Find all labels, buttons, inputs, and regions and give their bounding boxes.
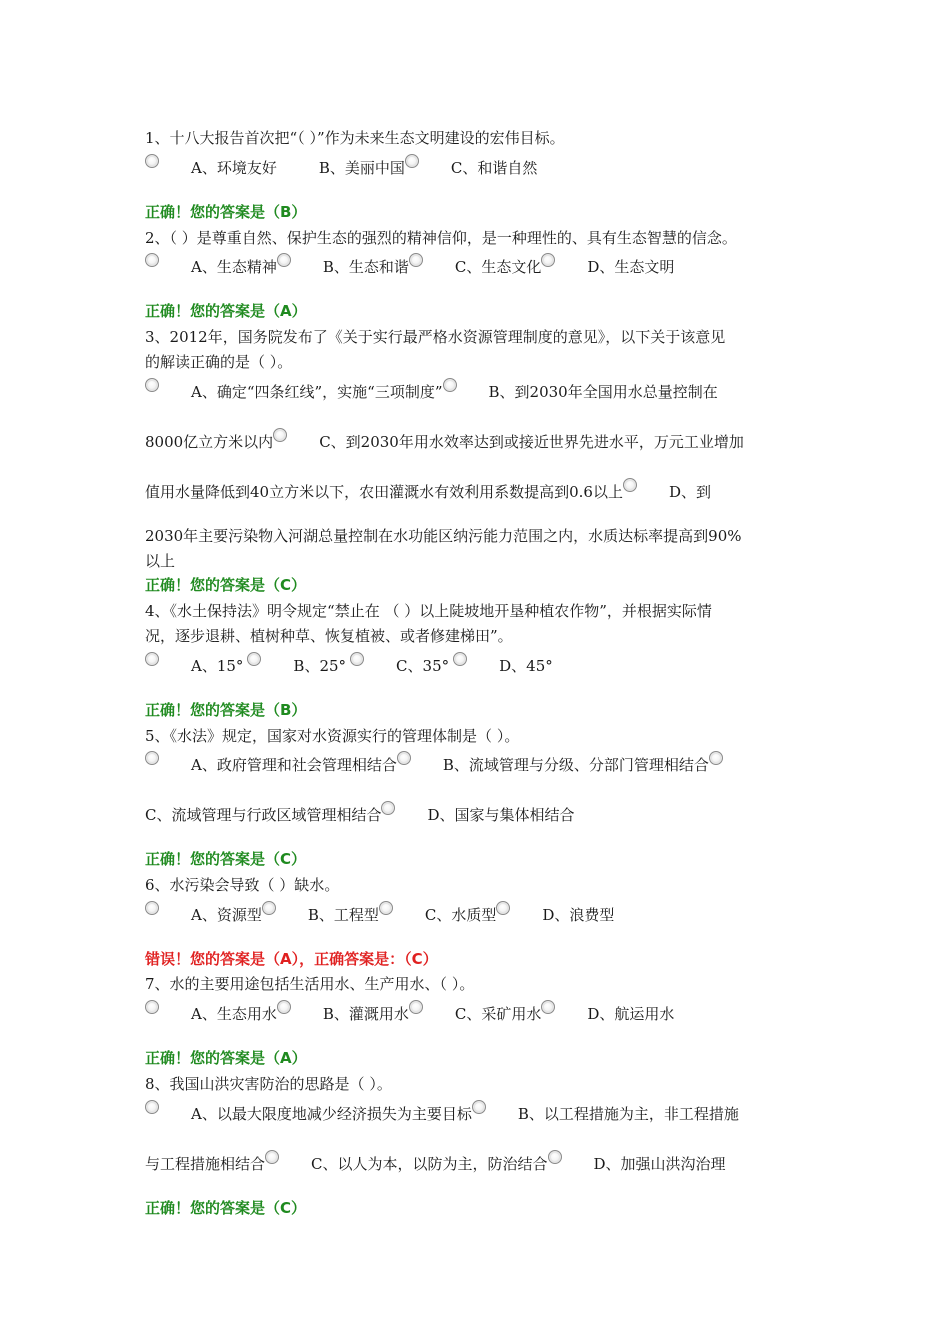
option-8a: A、以最大限度地减少经济损失为主要目标 [191,1105,472,1123]
option-2a: A、生态精神 [191,258,277,276]
option-6b: B、工程型 [307,906,379,924]
option-7c: C、采矿用水 [454,1005,542,1023]
option-6a: A、资源型 [191,906,262,924]
radio-button-icon[interactable] [472,1100,486,1114]
question-3-options-row-2 [145,430,744,454]
radio-button-icon[interactable] [405,154,419,168]
question-5-options-row-2 [145,803,575,827]
radio-button-icon[interactable] [247,652,261,666]
option-6c: C、水质型 [424,906,497,924]
result-1: 正确！您的答案是（B） [145,203,307,221]
radio-button-icon[interactable] [379,901,393,915]
question-8-options-row-2 [145,1152,726,1176]
radio-button-icon[interactable] [145,751,159,765]
radio-button-icon[interactable] [623,478,637,492]
question-1-options [145,156,537,180]
result-7: 正确！您的答案是（A） [145,1049,307,1067]
question-6-options [145,903,614,927]
option-2b: B、生态和谐 [322,258,409,276]
option-1c: C、和谐自然 [450,159,538,177]
question-5-stem: 5、《水法》规定，国家对水资源实行的管理体制是（ ）。 [145,727,520,745]
option-1a: A、环境友好 [191,159,277,177]
option-4a: A、15° [191,657,244,675]
option-1b: B、美丽中国 [318,159,405,177]
option-3c-continued: 值用水量降低到40立方米以下，农田灌溉水有效利用系数提高到0.6以上 [145,483,623,501]
option-7d: D、航运用水 [587,1005,675,1023]
question-4-stem-line-1: 4、《水土保持法》明令规定“禁止在 （ ）以上陡坡地开垦种植农作物”，并根据实际情 [145,602,712,620]
option-3a: A、确定“四条红线”，实施“三项制度” [191,383,443,401]
option-5b: B、流域管理与分级、分部门管理相结合 [442,756,709,774]
radio-button-icon[interactable] [397,751,411,765]
question-6-stem: 6、水污染会导致（ ）缺水。 [145,876,340,894]
radio-button-icon[interactable] [496,901,510,915]
question-3-stem-line-2: 的解读正确的是（ ）。 [145,353,293,371]
result-3: 正确！您的答案是（C） [145,576,307,594]
question-5-options-row-1 [145,753,723,777]
radio-button-icon[interactable] [541,1000,555,1014]
question-3-stem-line-1: 3、2012年，国务院发布了《关于实行最严格水资源管理制度的意见》，以下关于该意见 [145,328,726,346]
question-3-options-row-1 [145,380,718,404]
option-2c: C、生态文化 [454,258,542,276]
question-7-options [145,1002,674,1026]
result-5: 正确！您的答案是（C） [145,850,307,868]
option-6d: D、浪费型 [542,906,615,924]
option-4b: B、25° [293,657,347,675]
option-7b: B、灌溉用水 [322,1005,409,1023]
option-3d-continued-line-1: 2030年主要污染物入河湖总量控制在水功能区纳污能力范围之内，水质达标率提高到90% [145,527,742,545]
radio-button-icon[interactable] [273,428,287,442]
radio-button-icon[interactable] [381,801,395,815]
radio-button-icon[interactable] [443,378,457,392]
question-3-options-row-3 [145,480,711,504]
option-8b: B、以工程措施为主，非工程措施 [517,1105,739,1123]
radio-button-icon[interactable] [262,901,276,915]
option-8d: D、加强山洪沟治理 [593,1155,726,1173]
question-7-stem: 7、水的主要用途包括生活用水、生产用水、（ ）。 [145,975,475,993]
question-1-stem: 1、十八大报告首次把“（ ）”作为未来生态文明建设的宏伟目标。 [145,129,565,147]
question-2-stem: 2、（ ）是尊重自然、保护生态的强烈的精神信仰，是一种理性的、具有生态智慧的信念。 [145,229,737,247]
result-8: 正确！您的答案是（C） [145,1199,307,1217]
question-4-stem-line-2: 况，逐步退耕、植树种草、恢复植被、或者修建梯田”。 [145,627,513,645]
radio-button-icon[interactable] [409,253,423,267]
radio-button-icon[interactable] [350,652,364,666]
radio-button-icon[interactable] [453,652,467,666]
option-5a: A、政府管理和社会管理相结合 [191,756,397,774]
option-3c: C、到2030年用水效率达到或接近世界先进水平，万元工业增加 [319,433,744,451]
option-2d: D、生态文明 [587,258,675,276]
radio-button-icon[interactable] [277,1000,291,1014]
option-3b: B、到2030年全国用水总量控制在 [488,383,718,401]
option-8b-continued: 与工程措施相结合 [145,1155,266,1173]
option-3b-continued: 8000亿立方米以内 [145,433,274,451]
radio-button-icon[interactable] [548,1150,562,1164]
question-4-options [145,654,553,678]
radio-button-icon[interactable] [145,154,159,168]
radio-button-icon[interactable] [541,253,555,267]
question-8-options-row-1 [145,1102,739,1126]
option-3d-continued-line-2: 以上 [145,552,176,570]
radio-button-icon[interactable] [409,1000,423,1014]
radio-button-icon[interactable] [145,652,159,666]
option-7a: A、生态用水 [191,1005,277,1023]
radio-button-icon[interactable] [265,1150,279,1164]
radio-button-icon[interactable] [709,751,723,765]
radio-button-icon[interactable] [145,901,159,915]
result-4: 正确！您的答案是（B） [145,701,307,719]
question-2-options [145,255,674,279]
radio-button-icon[interactable] [145,253,159,267]
question-8-stem: 8、我国山洪灾害防治的思路是（ ）。 [145,1075,392,1093]
radio-button-icon[interactable] [145,1000,159,1014]
option-5c: C、流域管理与行政区域管理相结合 [145,806,382,824]
option-4c: C、35° [396,657,450,675]
option-5d: D、国家与集体相结合 [427,806,575,824]
result-2: 正确！您的答案是（A） [145,302,307,320]
option-4d: D、45° [499,657,553,675]
radio-button-icon[interactable] [145,378,159,392]
result-6: 错误！您的答案是（A），正确答案是：（C） [145,950,438,968]
option-8c: C、以人为本，以防为主，防治结合 [311,1155,548,1173]
radio-button-icon[interactable] [277,253,291,267]
option-3d: D、到 [668,483,711,501]
radio-button-icon[interactable] [145,1100,159,1114]
